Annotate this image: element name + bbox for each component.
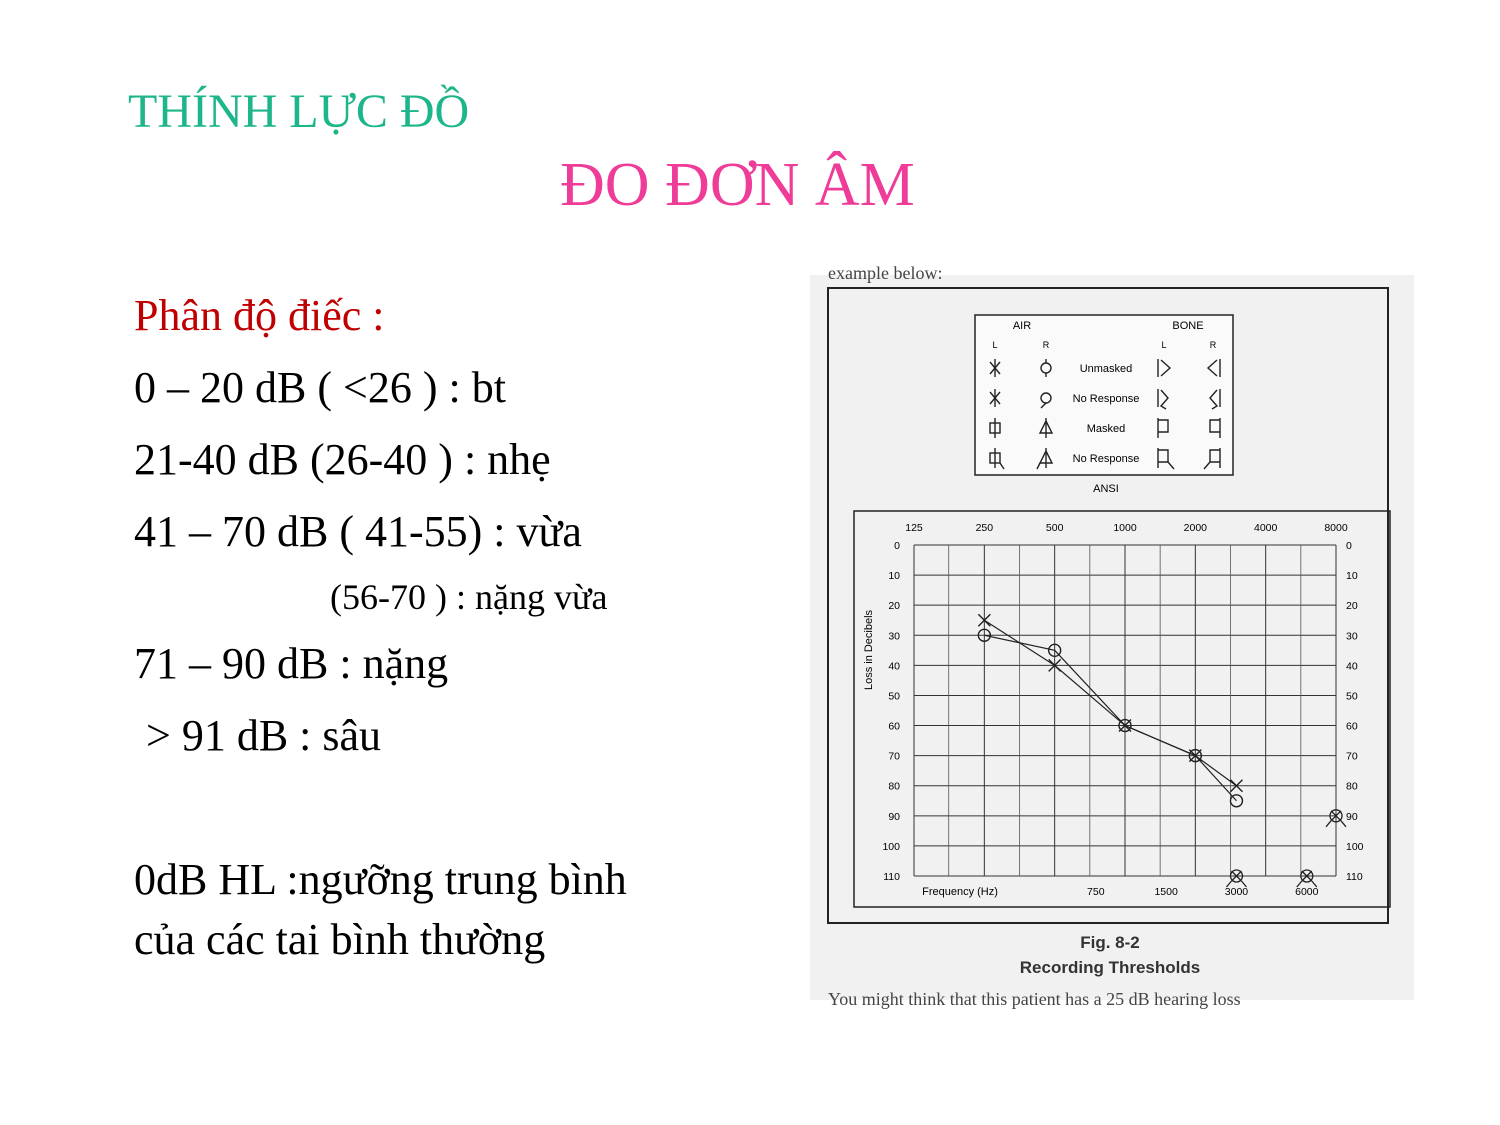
- x-tick-top-label: 8000: [1324, 522, 1348, 534]
- level-normal: 0 – 20 dB ( <26 ) : bt: [134, 363, 506, 412]
- y-tick-right-label: 10: [1346, 570, 1358, 583]
- chart-ticks: [882, 522, 1363, 898]
- x-tick-bottom-label: 6000: [1295, 886, 1319, 898]
- legend-no-response-1: No Response: [1072, 393, 1140, 405]
- y-tick-left-label: 90: [888, 810, 900, 823]
- level-moderate: 41 – 70 dB ( 41-55) : vừa: [134, 507, 582, 556]
- y-tick-right-label: 50: [1346, 690, 1358, 703]
- level-severe: 71 – 90 dB : nặng: [134, 639, 449, 688]
- legend-unmasked: Unmasked: [1079, 363, 1133, 375]
- note-line-1: 0dB HL :ngưỡng trung bình: [134, 855, 627, 904]
- y-tick-left-label: 100: [882, 840, 900, 853]
- bottom-cut-text: You might think that this patient has a 25 dB hearing loss: [828, 989, 1241, 1009]
- y-axis-label: Loss in Decibels: [863, 609, 875, 691]
- y-tick-right-label: 30: [1346, 630, 1358, 643]
- no-response-arrow: [1326, 821, 1331, 827]
- x-tick-bottom-label: 750: [1087, 886, 1105, 898]
- y-tick-left-label: 110: [883, 871, 900, 883]
- y-tick-left-label: 20: [888, 600, 900, 613]
- legend-masked: Masked: [1086, 423, 1126, 435]
- audiogram-svg: [810, 263, 1414, 1009]
- legend-bone: BONE: [1172, 320, 1204, 332]
- classification-heading: Phân độ điếc :: [134, 291, 385, 340]
- title-do-don-am: ĐO ĐƠN ÂM: [560, 151, 915, 219]
- y-tick-right-label: 70: [1346, 750, 1358, 763]
- y-tick-right-label: 110: [1346, 871, 1363, 883]
- y-tick-right-label: 0: [1346, 540, 1352, 552]
- y-tick-right-label: 20: [1346, 600, 1358, 613]
- y-tick-left-label: 30: [888, 630, 900, 643]
- caption-number: Fig. 8-2: [1080, 933, 1140, 952]
- y-tick-right-label: 40: [1346, 660, 1358, 673]
- note-line-2: của các tai bình thường: [134, 915, 546, 964]
- y-tick-right-label: 90: [1346, 810, 1358, 823]
- x-tick-top-label: 250: [975, 522, 994, 534]
- x-tick-bottom-label: 3000: [1224, 886, 1249, 898]
- top-cut-text: example below:: [828, 263, 943, 283]
- legend-air: AIR: [1012, 320, 1032, 332]
- y-tick-left-label: 80: [888, 780, 900, 793]
- chart-grid: [914, 545, 1336, 876]
- y-tick-left-label: 40: [888, 660, 900, 673]
- caption-title: Recording Thresholds: [1019, 958, 1201, 977]
- y-tick-right-label: 80: [1346, 780, 1358, 793]
- y-tick-left-label: 50: [888, 690, 900, 703]
- x-tick-top-label: 4000: [1253, 522, 1278, 534]
- chart-frame: [854, 511, 1390, 907]
- level-moderate-severe: (56-70 ) : nặng vừa: [330, 577, 608, 617]
- audiogram-figure: [810, 263, 1414, 1009]
- legend-bone-l: L: [1161, 340, 1167, 350]
- level-profound: > 91 dB : sâu: [146, 711, 382, 760]
- title-thinh-luc-do: THÍNH LỰC ĐỒ: [128, 85, 470, 138]
- y-tick-left-label: 0: [894, 540, 900, 552]
- x-tick-top-label: 1000: [1113, 522, 1137, 534]
- no-response-marker: [1226, 870, 1246, 887]
- legend-air-l: L: [992, 340, 998, 350]
- x-tick-bottom-label: 1500: [1154, 886, 1178, 898]
- level-mild: 21-40 dB (26-40 ) : nhẹ: [134, 435, 551, 484]
- x-axis-label: Frequency (Hz): [922, 886, 998, 898]
- y-tick-right-label: 60: [1346, 720, 1358, 733]
- no-response-marker: [1297, 870, 1317, 887]
- legend-ansi: ANSI: [1093, 483, 1119, 495]
- legend-bone-r: R: [1209, 340, 1217, 350]
- y-tick-right-label: 100: [1346, 840, 1364, 853]
- x-tick-top-label: 125: [905, 522, 923, 534]
- x-tick-top-label: 2000: [1183, 522, 1208, 534]
- legend-air-r: R: [1042, 340, 1050, 350]
- series-line-o: [984, 635, 1236, 801]
- legend-no-response-2: No Response: [1072, 453, 1140, 465]
- y-tick-left-label: 70: [888, 750, 900, 763]
- y-tick-left-label: 10: [888, 570, 900, 583]
- y-tick-left-label: 60: [888, 720, 900, 733]
- x-tick-top-label: 500: [1045, 522, 1064, 534]
